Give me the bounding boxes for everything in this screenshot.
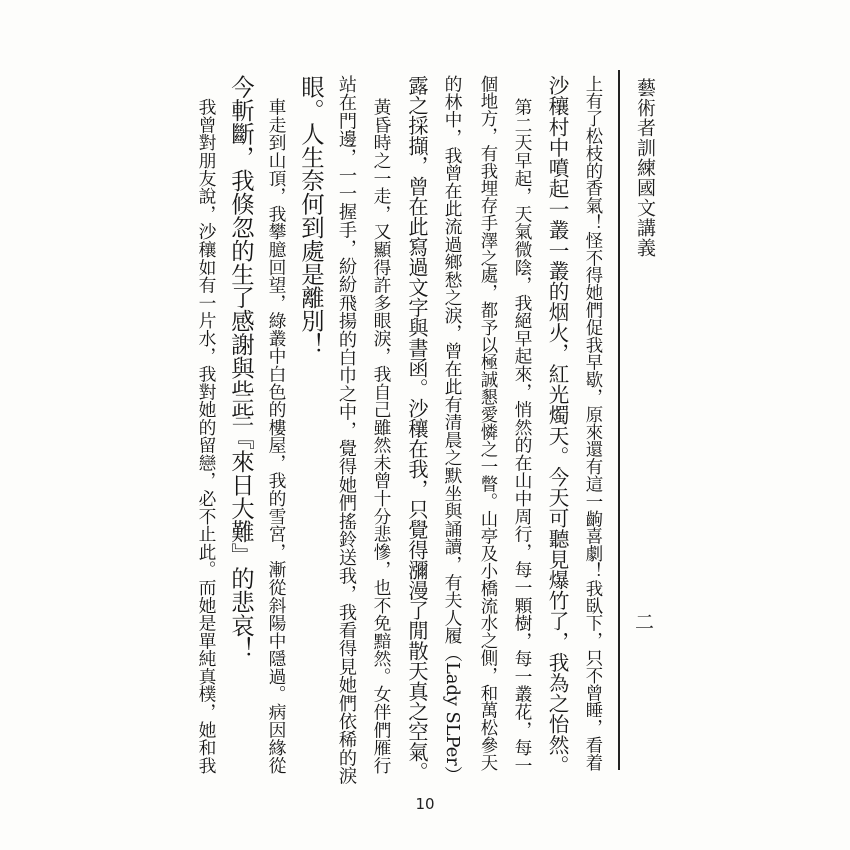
text-column: 露之採擷，曾在此寫過文字與書函。沙穰在我，只覺得瀰漫了閒散天真之空氣。 <box>405 75 429 782</box>
text-column: 的林中，我曾在此流過鄉愁之淚，曾在此有清晨之默坐與誦讀，有夫人履（Lady SLPer） <box>442 75 463 784</box>
text-column: 上有了松枝的香氣！怪不得她們促我早歇，原來還有這一齣喜劇！我臥下，只不曾睡，看着 <box>582 75 602 771</box>
text-column: 沙穰村中噴起一叢一叢的烟火，紅光燭天。今天可聽見爆竹了，我為之怡然。 <box>545 75 569 776</box>
running-header-marker: 二 <box>632 612 654 631</box>
text-column: 我曾對朋友說，沙穰如有一片水，我對她的留戀，必不止此。而她是單純真樸，她和我 <box>196 98 217 775</box>
text-column: 第二天早起，天氣微陰，我絕早起來，悄然的在山中周行，每一顆樹，每一叢花，每一 <box>512 98 533 775</box>
page-number: 10 <box>415 795 435 813</box>
text-column: 車走到山頂，我攀臆回望，綠叢中白色的樓屋，我的雪宮，漸從斜陽中隱過。病因緣從 <box>266 98 287 775</box>
text-column: 個地方，有我埋存手澤之處，都予以極誠懇愛憐之一瞥。山亭及小橋流水之側，和萬松參天 <box>477 75 497 771</box>
text-column: 站在門邊，一一握手，紛紛飛揚的白巾之中，覺得她們搖鈴送我，我看得見她們依稀的淚 <box>336 75 357 785</box>
text-column: 眼。人生奈何到處是離別！ <box>297 75 325 356</box>
text-column: 今斬斷，我倏忽的生了感謝與些些『來日大難』的悲哀！ <box>227 75 255 660</box>
header-divider <box>618 70 620 770</box>
running-header-title: 藝術者訓練國文講義 <box>634 78 656 258</box>
text-column: 黃昏時之一走，又顯得許多眼淚，我自己雖然未曾十分悲慘，也不免黯然。女伴們雁行 <box>371 98 392 775</box>
